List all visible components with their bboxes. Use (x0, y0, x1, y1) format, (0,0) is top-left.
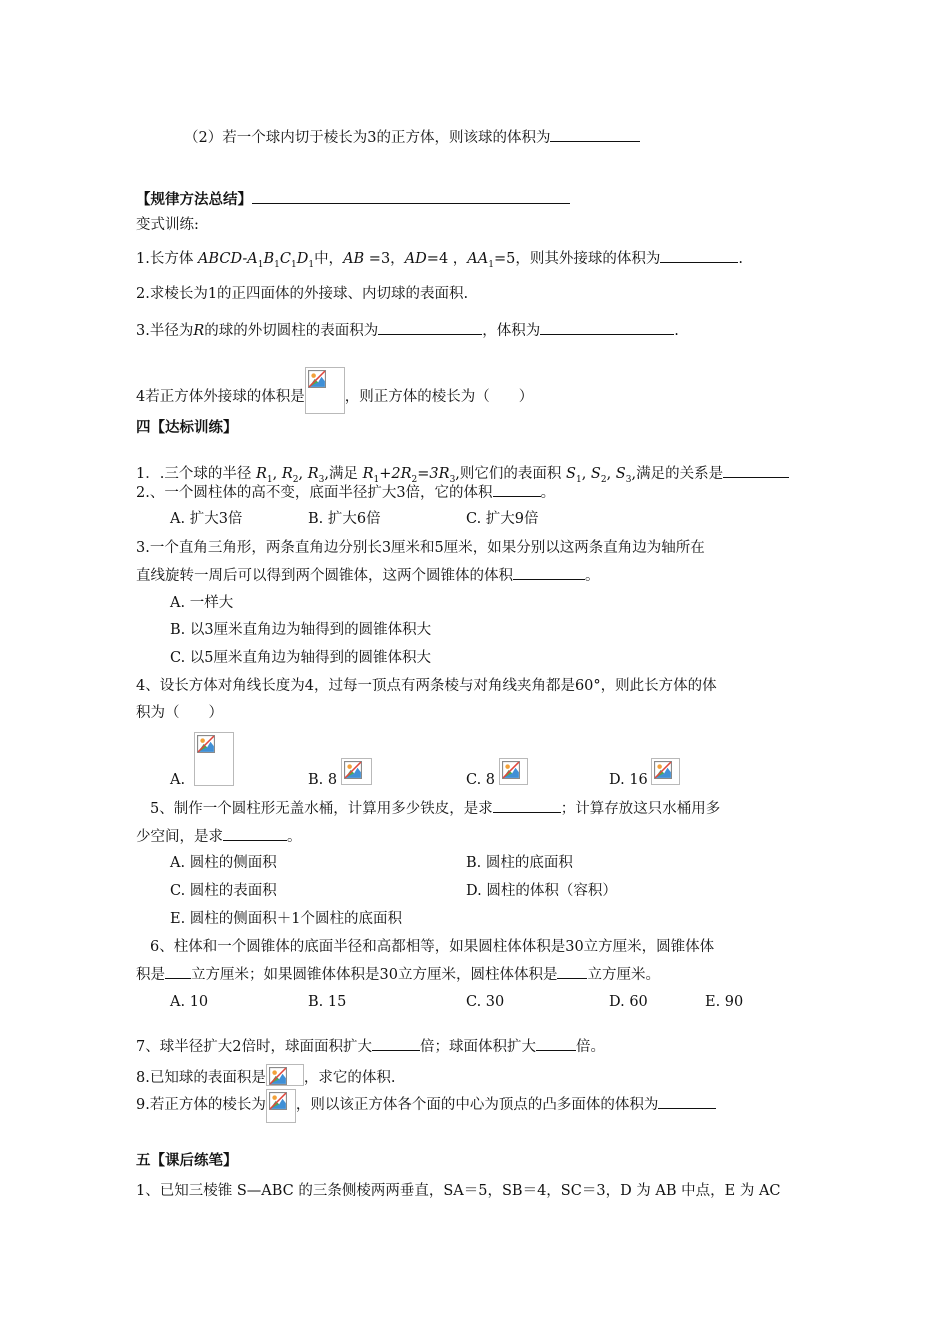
option-c: C. 30 (466, 994, 505, 1010)
option-a: A. 一样大 (170, 595, 234, 611)
option-c: C. 8 (466, 772, 496, 788)
variant-question-2: 2.求棱长为1的正四面体的外接球、内切球的表面积. (136, 286, 469, 302)
option-e: E. 圆柱的侧面积＋1个圆柱的底面积 (170, 911, 403, 927)
option-c: C. 扩大9倍 (466, 511, 539, 527)
option-a: A. 扩大3倍 (170, 511, 243, 527)
variant-question-3: 3.半径为R的球的外切圆柱的表面积为 ，体积为 . (136, 320, 679, 341)
answer-blank (165, 964, 191, 979)
answer-blank (536, 1036, 576, 1051)
s4-question-5-line2: 少空间，是求 。 (136, 826, 302, 847)
s4-question-8: 8.已知球的表面积是 ，求它的体积. (136, 1064, 395, 1088)
option-a: A. 圆柱的侧面积 (170, 855, 277, 871)
s4-question-6-line2: 积是 立方厘米；如果圆锥体体积是30立方厘米，圆柱体体积是 立方厘米。 (136, 964, 660, 985)
option-b: B. 圆柱的底面积 (466, 855, 573, 871)
s4-question-3-line2: 直线旋转一周后可以得到两个圆锥体，这两个圆锥体的体积 。 (136, 565, 600, 586)
option-d: D. 16 (609, 772, 648, 788)
broken-image-icon (499, 758, 528, 785)
answer-blank (493, 482, 541, 497)
answer-blank (723, 463, 789, 478)
broken-image-icon (341, 758, 372, 785)
broken-image-icon (651, 758, 680, 785)
answer-blank (658, 1094, 716, 1109)
answer-blank (372, 1036, 420, 1051)
option-a: A. (170, 772, 186, 788)
broken-image-icon (266, 1089, 296, 1123)
answer-blank (513, 565, 585, 580)
s4-question-5-line1: 5、制作一个圆柱形无盖水桶，计算用多少铁皮，是求 ；计算存放这只水桶用多 (150, 798, 720, 819)
prev-question-2 (184, 127, 640, 148)
option-e: E. 90 (705, 994, 744, 1010)
option-a: A. 10 (170, 994, 209, 1010)
broken-image-icon (305, 367, 345, 414)
s4-question-2: 2.、一个圆柱体的高不变，底面半径扩大3倍，它的体积 。 (136, 482, 555, 503)
answer-blank (223, 826, 287, 841)
s4-question-9: 9.若正方体的棱长为 ，则以该正方体各个面的中心为顶点的凸多面体的体积为 (136, 1089, 716, 1123)
option-b: B. 以3厘米直角边为轴得到的圆锥体积大 (170, 622, 432, 638)
s4-question-3-line1: 3.一个直角三角形，两条直角边分别长3厘米和5厘米，如果分别以这两条直角边为轴所在 (136, 540, 705, 556)
s5-question-1: 1、已知三棱锥 S—ABC 的三条侧棱两两垂直，SA＝5，SB＝4，SC＝3，D 为 AB 中点，E 为 AC (136, 1183, 781, 1199)
section4-title: 四【达标训练】 (136, 419, 238, 436)
summary-title: 【规律方法总结】 (136, 191, 252, 208)
option-b: B. 扩大6倍 (308, 511, 381, 527)
s4-question-6-line1: 6、柱体和一个圆锥体的底面半径和高都相等，如果圆柱体体积是30立方厘米，圆锥体体 (150, 939, 715, 955)
s4-question-7: 7、球半径扩大2倍时，球面面积扩大 倍；球面体积扩大 倍。 (136, 1036, 605, 1057)
variant-heading: 变式训练: (136, 217, 199, 233)
section5-title: 五【课后练笔】 (136, 1152, 238, 1169)
summary-blank (252, 189, 570, 204)
option-b: B. 8 (308, 772, 338, 788)
answer-blank (550, 127, 640, 142)
variant-question-1: 1.长方体 ABCD-$A_1B_1C_1D_1$中，AB =3，AD=4 ，$AA_1=5$，则其外接球的体积为 . (136, 248, 743, 275)
answer-blank (557, 964, 587, 979)
option-c: C. 以5厘米直角边为轴得到的圆锥体积大 (170, 650, 432, 666)
s4-question-4-line1: 4、设长方体对角线长度为4，过每一顶点有两条棱与对角线夹角都是60°，则此长方体的体 (136, 678, 717, 694)
option-d: D. 60 (609, 994, 648, 1010)
answer-blank (493, 798, 561, 813)
option-d: D. 圆柱的体积（容积） (466, 883, 617, 899)
s4-question-1: 1．.三个球的半径 $R_1$, $R_2$, $R_3$,满足 $R_1+2R_2=3R_3$,则它们的表面积 $S_1$, $S_2$, $S_3$,满足的关系是 (136, 463, 789, 490)
answer-blank (540, 320, 674, 335)
option-c: C. 圆柱的表面积 (170, 883, 277, 899)
s4-question-4-line2: 积为（ ） (136, 705, 223, 721)
answer-blank (660, 248, 738, 263)
question-text: （2）若一个球内切于棱长为3的正方体，则该球的体积为 (184, 130, 551, 146)
option-b: B. 15 (308, 994, 347, 1010)
answer-blank (378, 320, 482, 335)
variant-question-4: 4若正方体外接球的体积是 ，则正方体的棱长为（ ） (136, 367, 533, 414)
summary-heading (136, 189, 570, 210)
broken-image-icon (266, 1064, 304, 1086)
broken-image-icon (194, 732, 234, 786)
